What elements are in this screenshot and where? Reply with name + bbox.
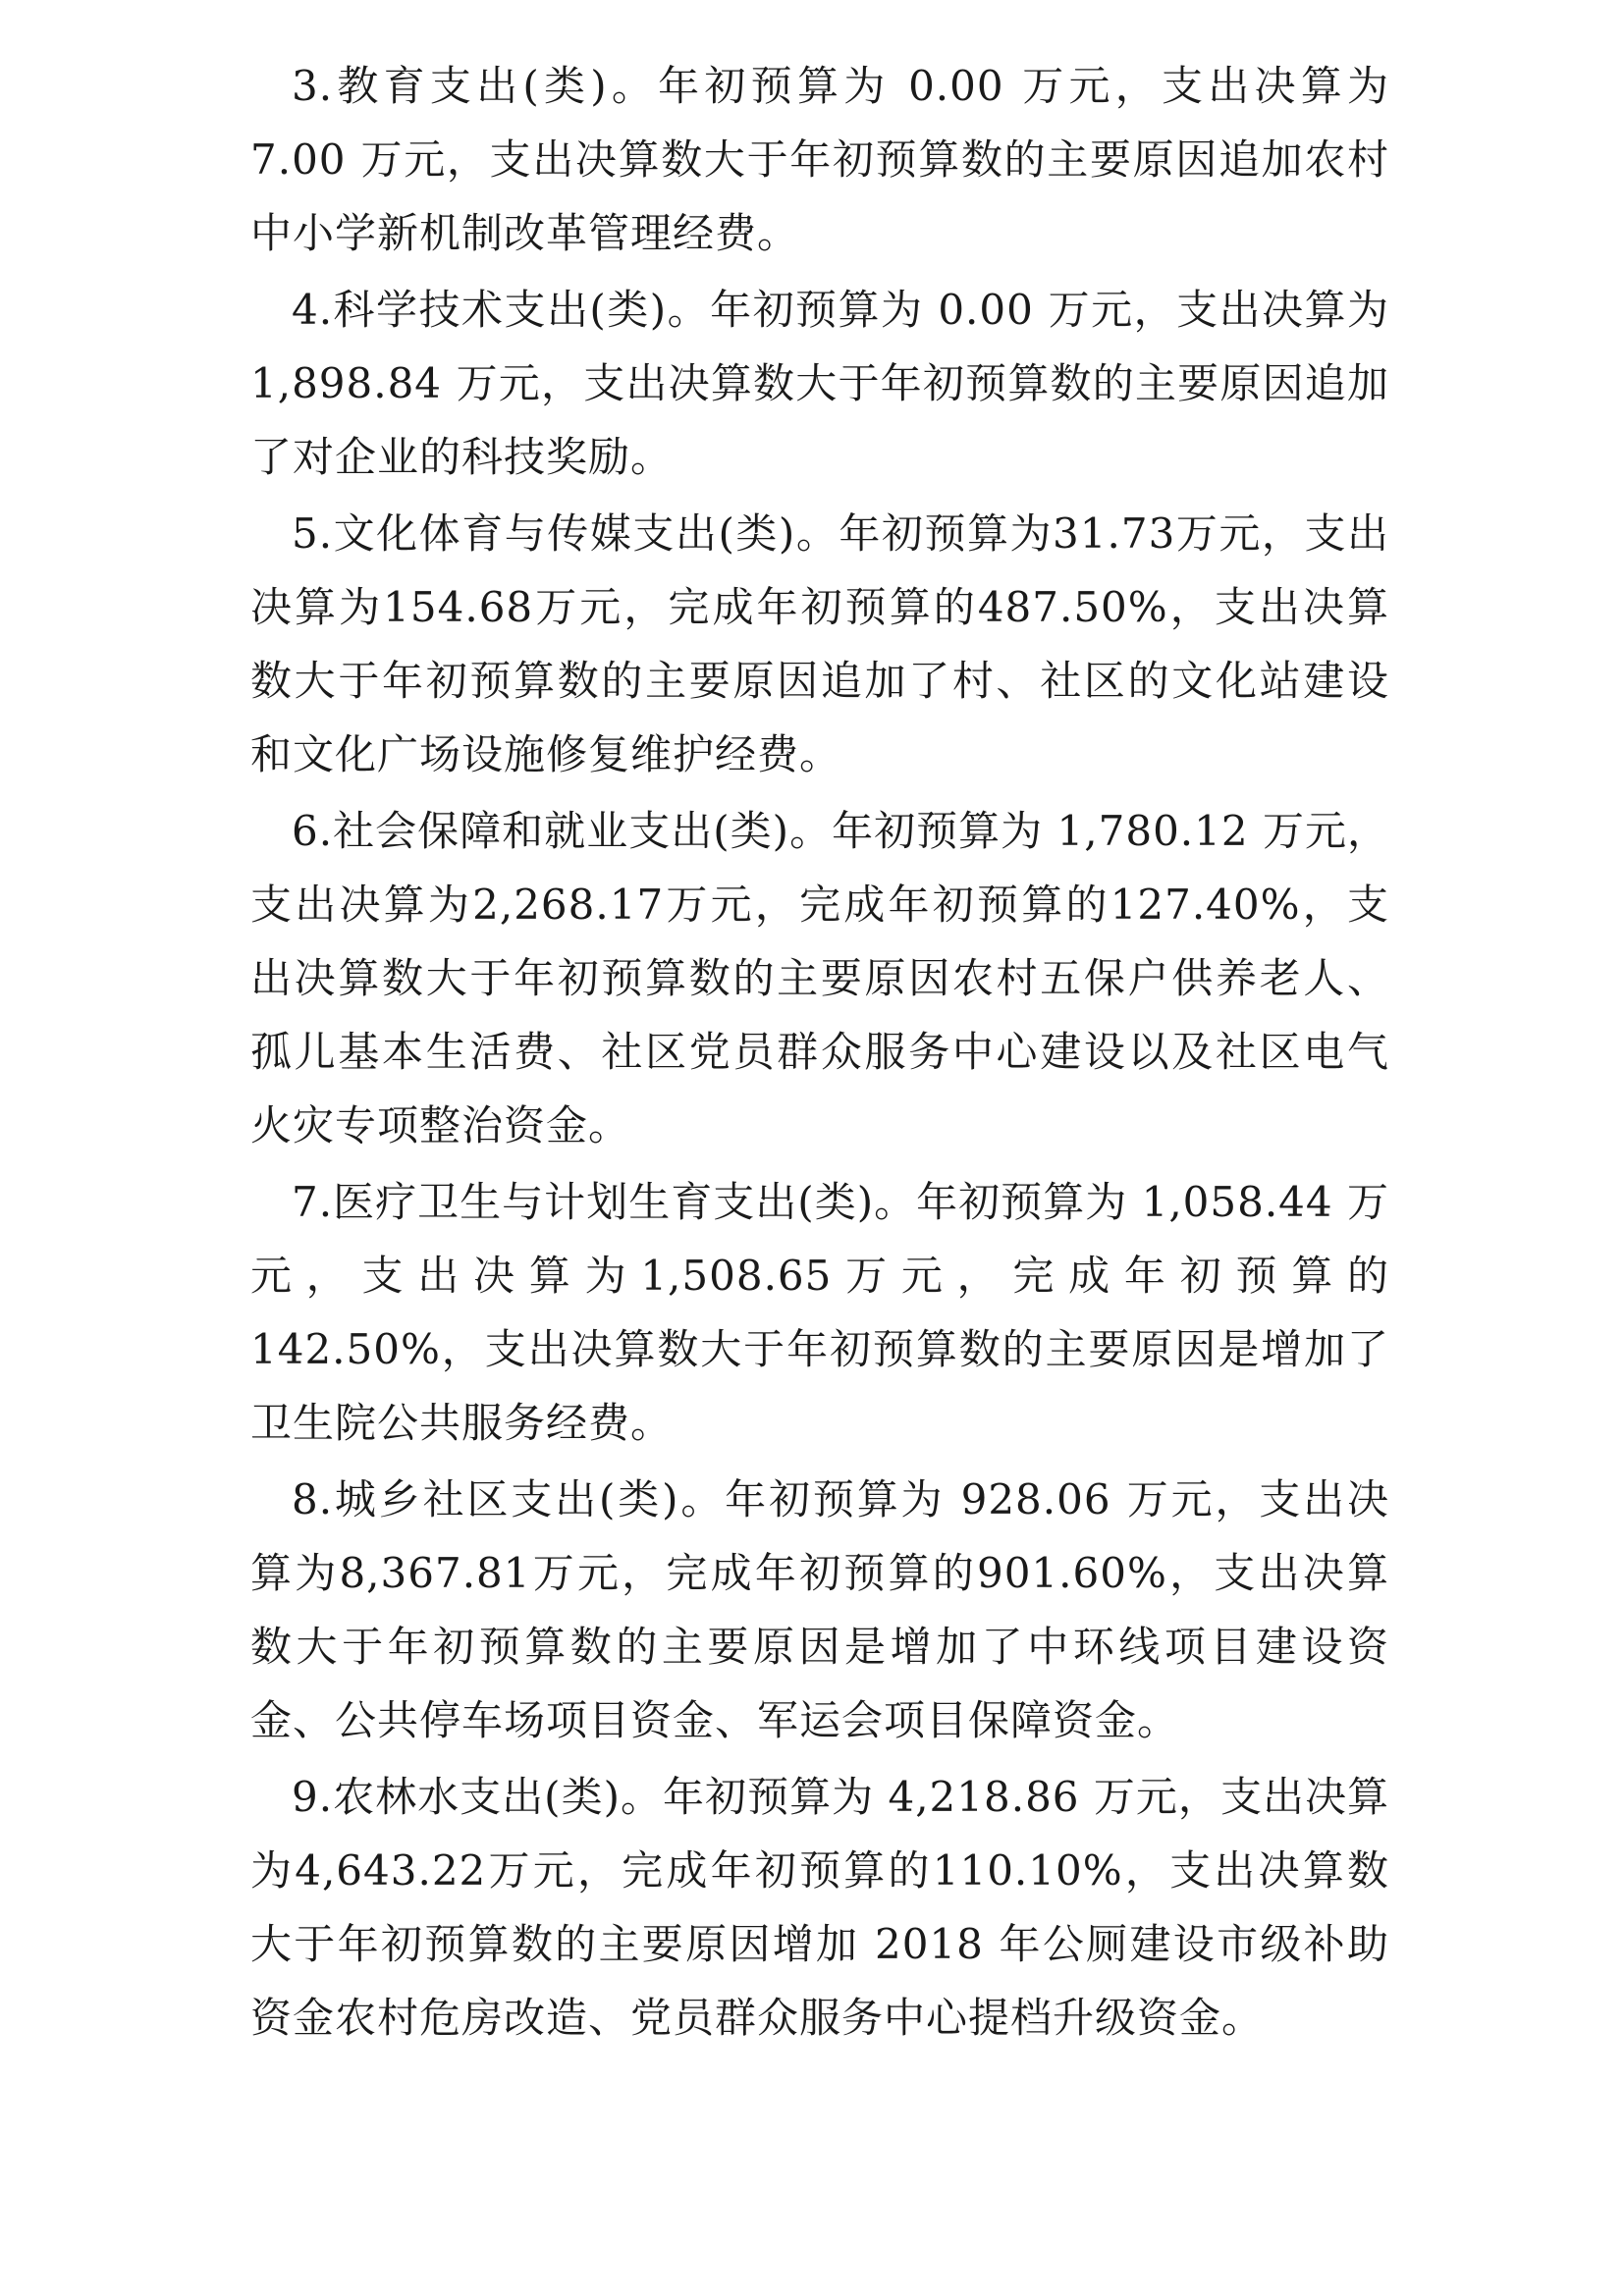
- paragraph-education-expenditure: 3.教育支出(类)。年初预算为 0.00 万元，支出决算为 7.00 万元，支出决算数大于年初预算数的主要原因追加农村中小学新机制改革管理经费。: [250, 62, 1389, 257]
- document-body: [250, 49, 1389, 2057]
- paragraph-science-technology-expenditure: 4.科学技术支出(类)。年初预算为 0.00 万元，支出决算为 1,898.84 万元，支出决算数大于年初预算数的主要原因追加了对企业的科技奖励。: [250, 286, 1389, 481]
- paragraph-medical-health-family-planning-expenditure: 7.医疗卫生与计划生育支出(类)。年初预算为 1,058.44 万元，支出决算为1,508.65万元，完成年初预算的142.50%，支出决算数大于年初预算数的主要原因是增加了卫生院公共服务经费。: [250, 1178, 1389, 1447]
- paragraph-agriculture-forestry-water-expenditure: 9.农林水支出(类)。年初预算为 4,218.86 万元，支出决算为4,643.22万元，完成年初预算的110.10%，支出决算数大于年初预算数的主要原因增加 2018 年公厕建设市级补助资金农村危房改造、党员群众服务中心提档升级资金。: [250, 1773, 1389, 2042]
- paragraph-culture-sports-media-expenditure: 5.文化体育与传媒支出(类)。年初预算为31.73万元，支出决算为154.68万元，完成年初预算的487.50%，支出决算数大于年初预算数的主要原因追加了村、社区的文化站建设和文化广场设施修复维护经费。: [250, 509, 1389, 778]
- paragraph-urban-rural-community-expenditure: 8.城乡社区支出(类)。年初预算为 928.06 万元，支出决算为8,367.81万元，完成年初预算的901.60%，支出决算数大于年初预算数的主要原因是增加了中环线项目建设资金、公共停车场项目资金、军运会项目保障资金。: [250, 1475, 1389, 1744]
- paragraph-social-security-employment-expenditure: 6.社会保障和就业支出(类)。年初预算为 1,780.12 万元，支出决算为2,268.17万元，完成年初预算的127.40%，支出决算数大于年初预算数的主要原因农村五保户供养老人、孤儿基本生活费、社区党员群众服务中心建设以及社区电气火灾专项整治资金。: [250, 807, 1389, 1149]
